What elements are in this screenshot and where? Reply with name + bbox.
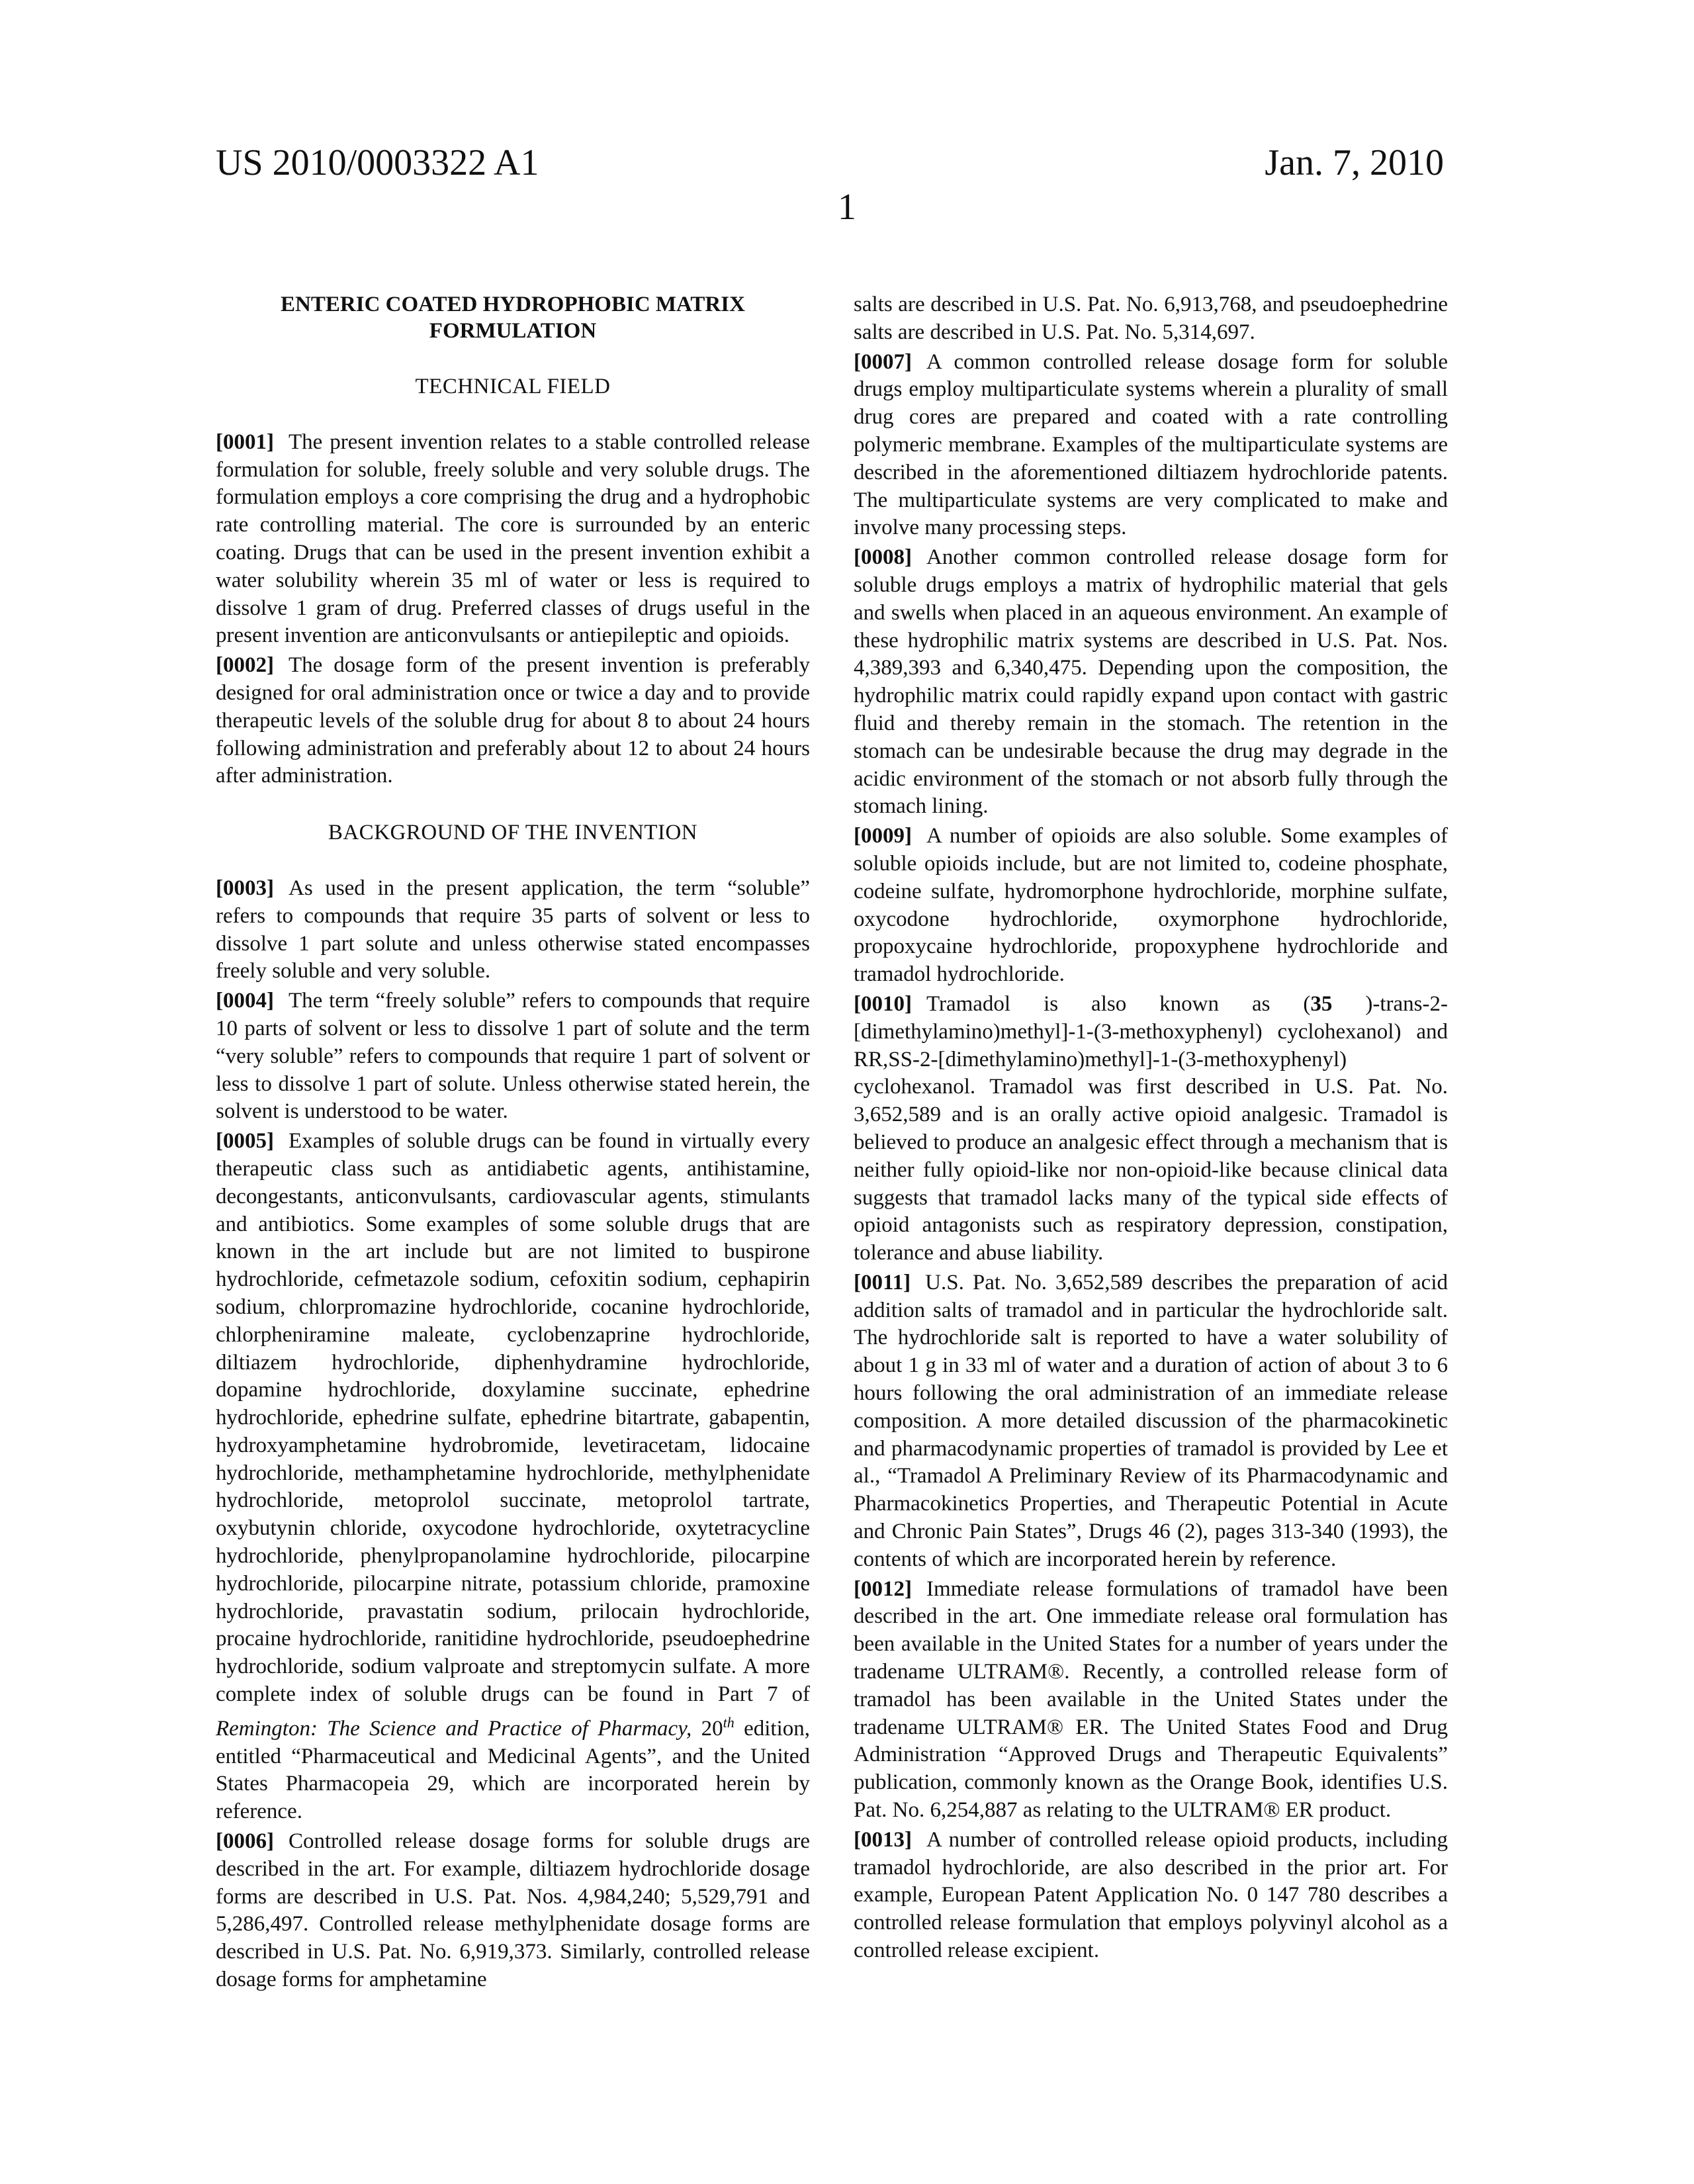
paragraph-text: Examples of soluble drugs can be found in virtually every therapeutic class such as antidiabetic agents, antihistamine, decongestants, anticonvulsants, cardiovascular agents, stimulants and antibiotics. Some examples of some soluble drugs that are known in the art include but are not limited to buspirone hydrochloride, cefmetazole sodium, cefoxitin sodium, cephapirin sodium, chlorpromazine hydrochloride, cocanine hydrochloride, chlorpheniramine maleate, cyclobenzaprine hydrochloride, diltiazem hydrochloride, diphenhydramine hydrochloride, dopamine hydrochloride, doxylamine succinate, ephedrine hydrochloride, ephedrine sulfate, ephedrine bitartrate, gabapentin, hydroxyamphetamine hydrobromide, levetiracetam, lidocaine hydrochloride, methamphetamine hydrochloride, methylphenidate hydrochloride, metoprolol succinate, metoprolol tartrate, oxybutynin chloride, oxycodone hydrochloride, oxytetracycline hydrochloride, phenylpropanolamine hydrochloride, pilocarpine hydrochloride, pilocarpine nitrate, potassium chloride, pramoxine hydrochloride, pravastatin sodium, prilocain hydrochloride, procaine hydrochloride, ranitidine hydrochloride, pseudoephedrine hydrochloride, sodium valproate and streptomycin sulfate. A more complete index of soluble drugs can be found in Part 7 of — [216, 1129, 810, 1707]
paragraph-0010 — [854, 991, 1448, 1267]
paragraph-0009 — [854, 823, 1448, 989]
paragraph-text: The present invention relates to a stable controlled release formulation for soluble, freely soluble and very soluble drugs. The formulation employs a core comprising the drug and a hydrophobic rate controlling material. The core is surrounded by an enteric coating. Drugs that can be used in the present invention exhibit a water solubility wherein 35 ml of water or less is required to dissolve 1 gram of drug. Preferred classes of drugs useful in the present invention are anticonvulsants or antiepileptic and opioids. — [216, 430, 810, 648]
paragraph-0006 — [216, 1828, 810, 1994]
paragraph-number: [0012] — [854, 1576, 912, 1601]
paragraph-text: The dosage form of the present invention is preferably designed for oral administration once or twice a day and to provide therapeutic levels of the soluble drug for about 8 to about 24 hours following administration and preferably about 12 to about 24 hours after administration. — [216, 653, 810, 788]
paragraph-0003 — [216, 875, 810, 985]
paragraph-number: [0005] — [216, 1129, 274, 1154]
paragraph-0006-continued — [854, 291, 1448, 347]
paragraph-text: )-trans-2-[dimethylamino)methyl]-1-(3-methoxyphenyl) cyclohexanol) and RR,SS-2-[dimethylamino)methyl]-1-(3-methoxyphenyl) cyclohexanol. Tramadol was first described in U.S. Pat. No. 3,652,589 and is an orally active opioid analgesic. Tramadol is believed to produce an analgesic effect through a mechanism that is neither fully opioid-like nor non-opioid-like because clinical data suggests that tramadol lacks many of the typical side effects of opioid antagonists such as respiratory depression, constipation, tolerance and abuse liability. — [854, 991, 1448, 1265]
paragraph-0008 — [854, 544, 1448, 821]
right-column — [854, 291, 1448, 1967]
paragraph-number: [0008] — [854, 545, 912, 570]
publication-number: US 2010/0003322 A1 — [216, 142, 539, 183]
paragraph-number: [0013] — [854, 1827, 912, 1852]
paragraph-text: A number of opioids are also soluble. Some examples of soluble opioids include, but are not limited to, codeine phosphate, codeine sulfate, hydromorphone hydrochloride, morphine sulfate, oxycodone hydrochloride, oxymorphone hydrochloride, propoxycaine hydrochloride, propoxyphene hydrochloride and tramadol hydrochloride. — [854, 824, 1448, 987]
paragraph-number: [0011] — [854, 1270, 911, 1295]
paragraph-0013 — [854, 1827, 1448, 1965]
superscript: th — [723, 1713, 735, 1731]
paragraph-number: [0004] — [216, 989, 274, 1013]
paragraph-text: As used in the present application, the term “soluble” refers to compounds that require 35 parts of solvent or less to dissolve 1 part solute and unless otherwise stated encompasses freely soluble and very soluble. — [216, 876, 810, 983]
paragraph-0012 — [854, 1576, 1448, 1825]
section-heading-technical-field: TECHNICAL FIELD — [415, 375, 611, 398]
paragraph-number: [0002] — [216, 653, 274, 678]
paragraph-text: The term “freely soluble” refers to compounds that require 10 parts of solvent or less to dissolve 1 part of solute and the term “very soluble” refers to compounds that require 1 part of solvent or less to dissolve 1 part of solute. Unless otherwise stated herein, the solvent is understood to be water. — [216, 989, 810, 1124]
paragraph-text: Immediate release formulations of tramadol have been described in the art. One immediate release oral formulation has been available in the United States for a number of years under the tradename ULTRAM®. Recently, a controlled release form of tramadol has been available in the United States under the tradename ULTRAM® ER. The United States Food and Drug Administration “Approved Drugs and Therapeutic Equivalents” publication, commonly known as the Orange Book, identifies U.S. Pat. No. 6,254,887 as relating to the ULTRAM® ER product. — [854, 1576, 1448, 1823]
paragraph-text: edition, entitled “Pharmaceutical and Medicinal Agents”, and the United States Pharmacopeia 29, which are incorporated herein by reference. — [216, 1716, 810, 1824]
paragraph-text: A number of controlled release opioid products, including tramadol hydrochloride, are also described in the prior art. For example, European Patent Application No. 0 147 780 describes a controlled release formulation that employs polyvinyl alcohol as a controlled release excipient. — [854, 1827, 1448, 1963]
page-number: 1 — [838, 187, 856, 228]
paragraph-0004 — [216, 987, 810, 1126]
left-column — [216, 291, 810, 1996]
paragraph-0005 — [216, 1128, 810, 1826]
paragraph-number: [0001] — [216, 430, 274, 454]
publication-date: Jan. 7, 2010 — [1265, 142, 1444, 183]
paragraph-text: salts are described in U.S. Pat. No. 6,913,768, and pseudoephedrine salts are described in U.S. Pat. No. 5,314,697. — [854, 293, 1448, 344]
paragraph-text-bold: 35 — [1310, 991, 1333, 1016]
paragraph-number: [0007] — [854, 349, 912, 374]
paragraph-number: [0006] — [216, 1829, 274, 1854]
paragraph-0007 — [854, 349, 1448, 543]
paragraph-text: Controlled release dosage forms for soluble drugs are described in the art. For example, diltiazem hydrochloride dosage forms are described in U.S. Pat. Nos. 4,984,240; 5,529,791 and 5,286,497. Controlled release methylphenidate dosage forms are described in U.S. Pat. No. 6,919,373. Similarly, controlled release dosage forms for amphetamine — [216, 1829, 810, 1992]
section-heading-background: BACKGROUND OF THE INVENTION — [328, 821, 698, 845]
paragraph-number: [0010] — [854, 991, 912, 1016]
paragraph-0011 — [854, 1269, 1448, 1574]
paragraph-number: [0003] — [216, 876, 274, 900]
paragraph-0001 — [216, 429, 810, 650]
paragraph-0002 — [216, 652, 810, 790]
paragraph-text-italic: Remington: The Science and Practice of Pharmacy, — [216, 1716, 692, 1741]
paragraph-text: Tramadol is also known as ( — [926, 991, 1311, 1016]
paragraph-text: Another common controlled release dosage form for soluble drugs employs a matrix of hydrophilic material that gels and swells when placed in an aqueous environment. An example of these hydrophilic matrix systems are described in U.S. Pat. Nos. 4,389,393 and 6,340,475. Depending upon the composition, the hydrophilic matrix could rapidly expand upon contact with gastric fluid and thereby remain in the stomach. The retention in the stomach can be undesirable because the drug may degrade in the acidic environment of the stomach or not absorb fully through the stomach lining. — [854, 545, 1448, 819]
paragraph-text: 20 — [691, 1716, 723, 1741]
paragraph-text: U.S. Pat. No. 3,652,589 describes the preparation of acid addition salts of tramadol and in particular the hydrochloride salt. The hydrochloride salt is reported to have a water solubility of about 1 g in 33 ml of water and a duration of action of about 3 to 6 hours following the oral administration of an immediate release composition. A more detailed discussion of the pharmacokinetic and pharmacodynamic properties of tramadol is provided by Lee et al., “Tramadol A Preliminary Review of its Pharmacodynamic and Pharmacokinetics Properties, and Therapeutic Potential in Acute and Chronic Pain States”, Drugs 46 (2), pages 313-340 (1993), the contents of which are incorporated herein by reference. — [854, 1270, 1448, 1571]
paragraph-number: [0009] — [854, 824, 912, 848]
document-title: ENTERIC COATED HYDROPHOBIC MATRIX FORMULATION — [281, 293, 745, 343]
paragraph-text: A common controlled release dosage form for soluble drugs employ multiparticulate systems wherein a plurality of small drug cores are prepared and coated with a rate controlling polymeric membrane. Examples of the multiparticulate systems are described in the aforementioned diltiazem hydrochloride patents. The multiparticulate systems are very complicated to make and involve many processing steps. — [854, 349, 1448, 540]
